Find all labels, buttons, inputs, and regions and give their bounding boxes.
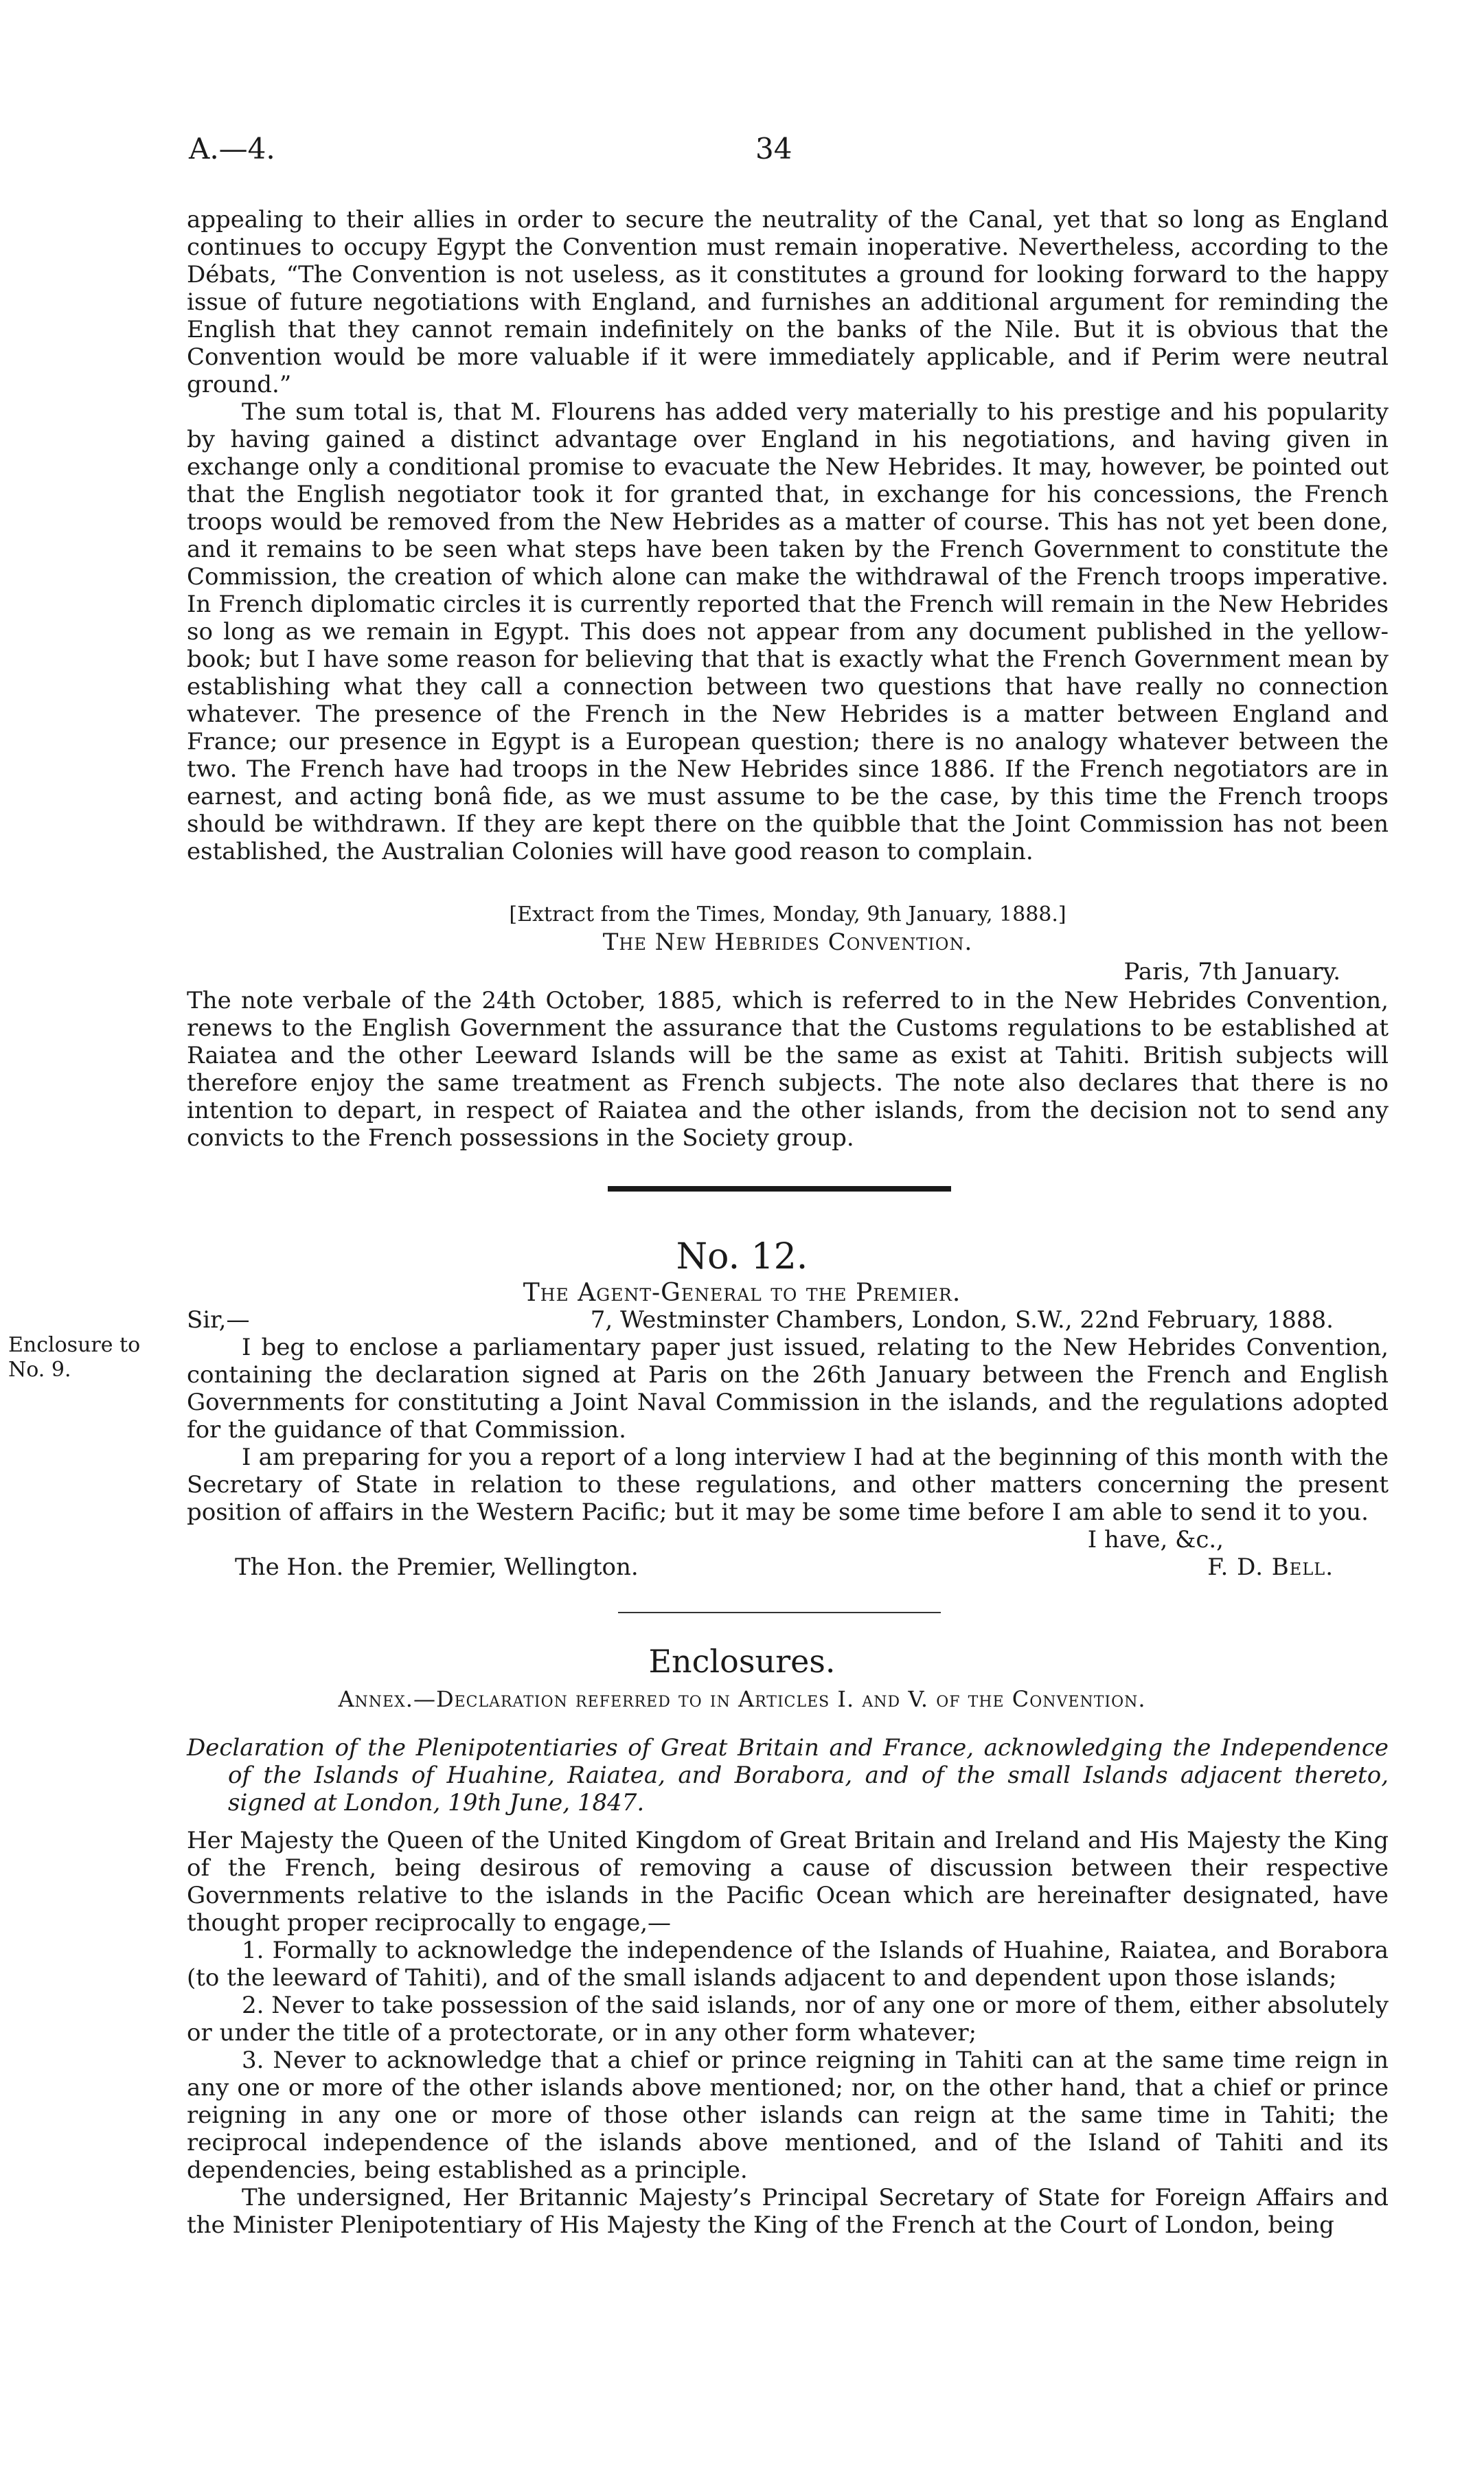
letter-paragraph-1: I beg to enclose a parliamentary paper just issued, relating to the New Hebrides Convention, containing the declaration signed at Paris on the 26th January between the French and English Governments for constituting a Joint Naval Commission in the islands, and the regulations adopted for the guidance of that Commission. bbox=[187, 1334, 1389, 1444]
declaration-title-block bbox=[187, 1734, 1389, 1817]
page-number: 34 bbox=[755, 132, 792, 166]
margin-note-number: No. 9. bbox=[8, 1358, 71, 1382]
extract-dateline: Paris, 7th January. bbox=[1123, 958, 1340, 986]
declaration-preamble: Her Majesty the Queen of the United Kingdom of Great Britain and Ireland and His Majesty the King of the French, being desirous of removing a cause of discussion between their respective Governments relative to the islands in the Pacific Ocean which are hereinafter designated, have thought proper reciprocally to engage,— bbox=[187, 1827, 1389, 1937]
letter-signature: F. D. Bell. bbox=[1207, 1553, 1334, 1581]
continued-article bbox=[187, 206, 1389, 865]
letter-closing: I have, &c., bbox=[1087, 1526, 1224, 1553]
annex-heading: Annex.—Declaration referred to in Articles I. and V. of the Convention. bbox=[338, 1686, 1146, 1712]
letter-heading: The Agent-General to the Premier. bbox=[523, 1279, 961, 1307]
declaration-item-1: 1. Formally to acknowledge the independence of the Islands of Huahine, Raiatea, and Borabora (to the leeward of Tahiti), and of the small islands adjacent to and dependent upon those islands; bbox=[187, 1937, 1389, 1992]
letter-salutation-row bbox=[187, 1306, 1389, 1334]
section-divider bbox=[608, 1186, 951, 1192]
letter-number: No. 12. bbox=[676, 1236, 808, 1277]
declaration-item-3: 3. Never to acknowledge that a chief or prince reigning in Tahiti can at the same time reign in any one or more of the other islands above mentioned; nor, on the other hand, that a chief or prince reigning in any one or more of those other islands can reign at the same time in Tahiti; the reciprocal independence of the islands above mentioned, and of the Island of Tahiti and its dependencies, being established as a principle. bbox=[187, 2047, 1389, 2184]
letter-body bbox=[187, 1334, 1389, 1581]
declaration-title: Declaration of the Plenipotentiaries of Great Britain and France, acknowledging the Independence of the Islands of Huahine, Raiatea, and Borabora, and of the small Islands adjacent thereto, signed at London, 19th June, 1847. bbox=[187, 1734, 1389, 1817]
extract-body: The note verbale of the 24th October, 1885, which is referred to in the New Hebrides Convention, renews to the English Government the assurance that the Customs regulations to be established at Raiatea and the other Leeward Islands will be the same as exist at Tahiti. British subjects will therefore enjoy the same treatment as French subjects. The note also declares that there is no intention to depart, in respect of Raiatea and the other islands, from the decision not to send any convicts to the French possessions in the Society group. bbox=[187, 987, 1389, 1152]
salutation: Sir,— bbox=[187, 1306, 250, 1334]
enclosures-divider bbox=[618, 1612, 941, 1613]
extract-body-block bbox=[187, 987, 1389, 1152]
enclosures-title: Enclosures. bbox=[648, 1643, 836, 1680]
document-reference: A.—4. bbox=[189, 132, 275, 166]
extract-title: The New Hebrides Convention. bbox=[602, 929, 973, 956]
letter-paragraph-2: I am preparing for you a report of a long interview I had at the beginning of this month with the Secretary of State in relation to these regulations, and other matters concerning the present position of affairs in the Western Pacific; but it may be some time before I am able to send it to you. bbox=[187, 1444, 1389, 1526]
paragraph-sum-total: The sum total is, that M. Flourens has added very materially to his prestige and his popularity by having gained a distinct advantage over England in his negotiations, and having given in exchange only a conditional promise to evacuate the New Hebrides. It may, however, be pointed out that the English negotiator took it for granted that, in exchange for his concessions, the French troops would be removed from the New Hebrides as a matter of course. This has not yet been done, and it remains to be seen what steps have been taken by the French Government to constitute the Commission, the creation of which alone can make the withdrawal of the French troops imperative. In French diplomatic circles it is currently reported that the French will remain in the New Hebrides so long as we remain in Egypt. This does not appear from any document published in the yellow-book; but I have some reason for believing that that is exactly what the French Government mean by establishing what they call a connection between two questions that have really no connection whatever. The presence of the French in the New Hebrides is a matter between England and France; our presence in Egypt is a European question; there is no analogy whatever between the two. The French have had troops in the New Hebrides since 1886. If the French negotiators are in earnest, and acting bonâ fide, as we must assume to be the case, by this time the French troops should be withdrawn. If they are kept there on the quibble that the Joint Commission has not been established, the Australian Colonies will have good reason to complain. bbox=[187, 398, 1389, 865]
margin-note-enclosure: Enclosure to bbox=[8, 1333, 141, 1357]
extract-source: [Extract from the Times, Monday, 9th January, 1888.] bbox=[509, 902, 1066, 926]
paragraph-debats: appealing to their allies in order to secure the neutrality of the Canal, yet that so long as England continues to occupy Egypt the Convention must remain inoperative. Nevertheless, according to the Débats, “The Convention is not useless, as it constitutes a ground for looking forward to the happy issue of future negotiations with England, and furnishes an additional argument for reminding the English that they cannot remain indefinitely on the banks of the Nile. But it is obvious that the Convention would be more valuable if it were immediately applicable, and if Perim were neutral ground.” bbox=[187, 206, 1389, 398]
declaration-closing: The undersigned, Her Britannic Majesty’s Principal Secretary of State for Foreign Affairs and the Minister Plenipotentiary of His Majesty the King of the French at the Court of London, being bbox=[187, 2184, 1389, 2239]
sender-address: 7, Westminster Chambers, London, S.W., 22nd February, 1888. bbox=[590, 1306, 1334, 1334]
letter-addressee: The Hon. the Premier, Wellington. bbox=[235, 1553, 639, 1581]
declaration-item-2: 2. Never to take possession of the said islands, nor of any one or more of them, either absolutely or under the title of a protectorate, or in any other form whatever; bbox=[187, 1992, 1389, 2047]
declaration-body bbox=[187, 1827, 1389, 2239]
